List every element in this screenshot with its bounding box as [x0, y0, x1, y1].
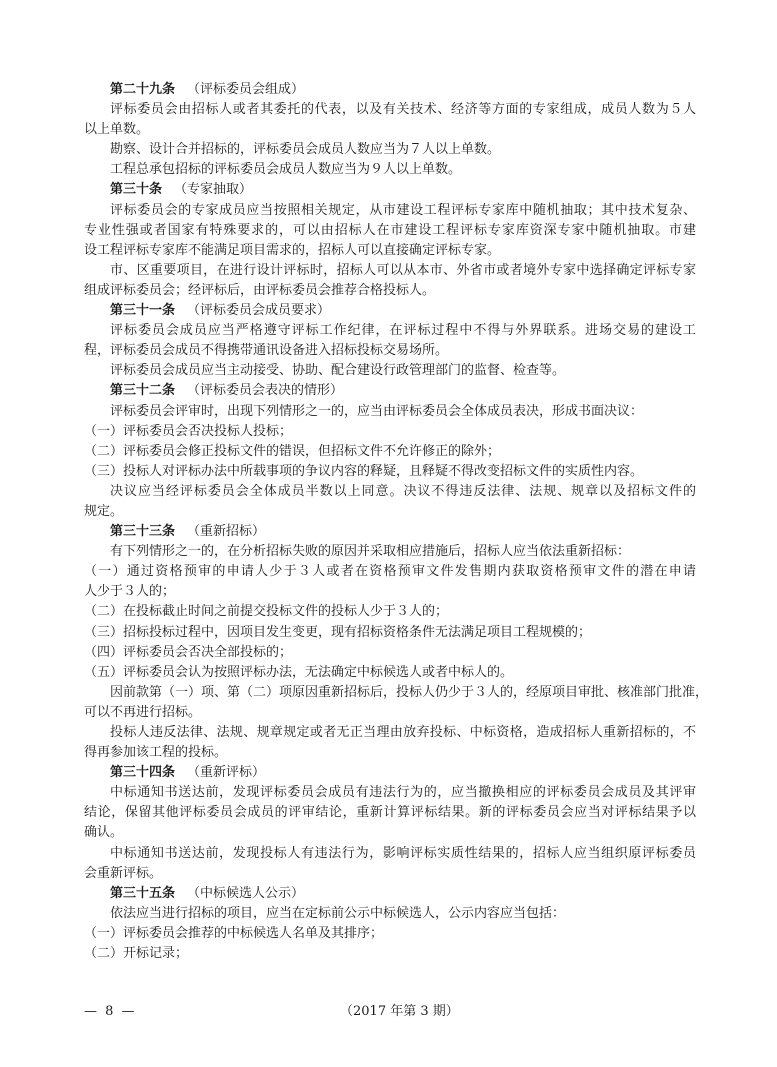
- article-number: 第三十二条: [110, 383, 176, 399]
- text-line: 评标委员会由招标人或者其委托的代表，以及有关技术、经济等方面的专家组成，成员人数为５人: [110, 102, 696, 118]
- article-heading: [84, 80, 696, 100]
- text-line: 结论，保留其他评标委员会成员的评审结论，重新计算评标结果。新的评标委员会应当对评标结果予以: [84, 805, 696, 821]
- article-subtitle: （中标候选人公示）: [187, 885, 305, 901]
- text-line: 设工程评标专家库不能满足项目需求的，招标人可以直接确定评标专家。: [84, 242, 501, 258]
- article-subtitle: （评标委员会成员要求）: [187, 303, 331, 319]
- article-number: 第三十四条: [110, 765, 176, 781]
- text-line: 中标通知书送达前，发现评标委员会成员有违法行为的，应当撤换相应的评标委员会成员及其评审: [110, 785, 696, 801]
- text-line: 评标委员会评审时，出现下列情形之一的，应当由评标委员会全体成员表决，形成书面决议：: [110, 403, 644, 419]
- text-line: （三）投标人对评标办法中所载事项的争议内容的释疑，且释疑不得改变招标文件的实质性内容。: [84, 463, 644, 479]
- text-line: 评标委员会的专家成员应当按照相关规定，从市建设工程评标专家库中随机抽取；其中技术复杂、: [110, 202, 696, 218]
- document-body: [84, 80, 709, 964]
- text-line: （一）评标委员会否决投标人投标；: [84, 423, 293, 439]
- text-line: 组成评标委员会；经评标后，由评标委员会推荐合格投标人。: [84, 282, 436, 298]
- text-line: 会重新评标。: [84, 865, 163, 881]
- text-line: 确认。: [84, 825, 124, 841]
- article-heading: [84, 180, 696, 200]
- article-subtitle: （重新评标）: [187, 765, 266, 781]
- text-line: 工程总承包招标的评标委员会成员人数应当为９人以上单数。: [110, 162, 462, 178]
- text-line: （二）在投标截止时间之前提交投标文件的投标人少于３人的；: [84, 604, 449, 620]
- article-heading: [84, 884, 696, 904]
- text-line: 规定。: [84, 503, 124, 519]
- issue-label: （2017 年第 3 期）: [340, 1004, 459, 1019]
- text-line: 得再参加该工程的投标。: [84, 745, 228, 761]
- text-line: （五）评标委员会认为按照评标办法，无法确定中标候选人或者中标人的。: [84, 664, 514, 680]
- article-number: 第三十三条: [110, 524, 176, 540]
- text-line: （一）通过资格预审的申请人少于３人或者在资格预审文件发售期内获取资格预审文件的潜在申请: [84, 564, 696, 580]
- text-line: 因前款第（一）项、第（二）项原因重新招标后，投标人仍少于３人的，经原项目审批、核准部门批准，: [110, 684, 709, 700]
- text-line: （三）招标投标过程中，因项目发生变更，现有招标资格条件无法满足项目工程规模的；: [84, 624, 592, 640]
- article-subtitle: （评标委员会表决的情形）: [187, 383, 344, 399]
- article-heading: [84, 763, 696, 783]
- text-line: 人少于３人的；: [84, 584, 176, 600]
- text-line: （二）评标委员会修正投标文件的错误，但招标文件不允许修正的除外；: [84, 443, 501, 459]
- text-line: 中标通知书送达前，发现投标人有违法行为，影响评标实质性结果的，招标人应当组织原评标委员: [110, 845, 696, 861]
- text-line: 评标委员会成员应当严格遵守评标工作纪律，在评标过程中不得与外界联系。进场交易的建设工: [110, 323, 696, 339]
- article-heading: [84, 522, 696, 542]
- article-heading: [84, 381, 696, 401]
- article-subtitle: （专家抽取）: [174, 182, 253, 198]
- text-line: 可以不再进行招标。: [84, 704, 202, 720]
- text-line: 依法应当进行招标的项目，应当在定标前公示中标候选人，公示内容应当包括：: [110, 905, 566, 921]
- article-heading: [84, 301, 696, 321]
- text-line: 评标委员会成员应当主动接受、协助、配合建设行政管理部门的监督、检查等。: [110, 363, 566, 379]
- text-line: 投标人违反法律、法规、规章规定或者无正当理由放弃投标、中标资格，造成招标人重新招标的，不: [110, 725, 696, 740]
- text-line: 决议应当经评标委员会全体成员半数以上同意。决议不得违反法律、法规、规章以及招标文件的: [110, 483, 696, 499]
- page-number: — 8 —: [84, 1004, 137, 1019]
- text-line: 有下列情形之一的，在分析招标失败的原因并采取相应措施后，招标人应当依法重新招标：: [110, 544, 631, 560]
- text-line: （一）评标委员会推荐的中标候选人名单及其排序；: [84, 925, 384, 941]
- text-line: 勘察、设计合并招标的，评标委员会成员人数应当为７人以上单数。: [110, 142, 501, 158]
- text-line: （二）开标记录；: [84, 946, 189, 962]
- article-number: 第三十一条: [110, 303, 176, 319]
- article-number: 第三十五条: [110, 885, 176, 901]
- text-line: 程，评标委员会成员不得携带通讯设备进入招标投标交易场所。: [84, 343, 449, 359]
- text-line: 市、区重要项目，在进行设计评标时，招标人可以从本市、外省市或者境外专家中选择确定评标专家: [110, 262, 696, 278]
- article-subtitle: （评标委员会组成）: [187, 82, 305, 97]
- article-number: 第三十条: [110, 182, 163, 198]
- text-line: 专业性强或者国家有特殊要求的，可以由招标人在市建设工程评标专家库资深专家中随机抽取。市建: [84, 222, 696, 238]
- text-line: （四）评标委员会否决全部投标的；: [84, 644, 293, 660]
- article-number: 第二十九条: [110, 82, 176, 97]
- text-line: 以上单数。: [84, 122, 150, 138]
- article-subtitle: （重新招标）: [187, 524, 266, 540]
